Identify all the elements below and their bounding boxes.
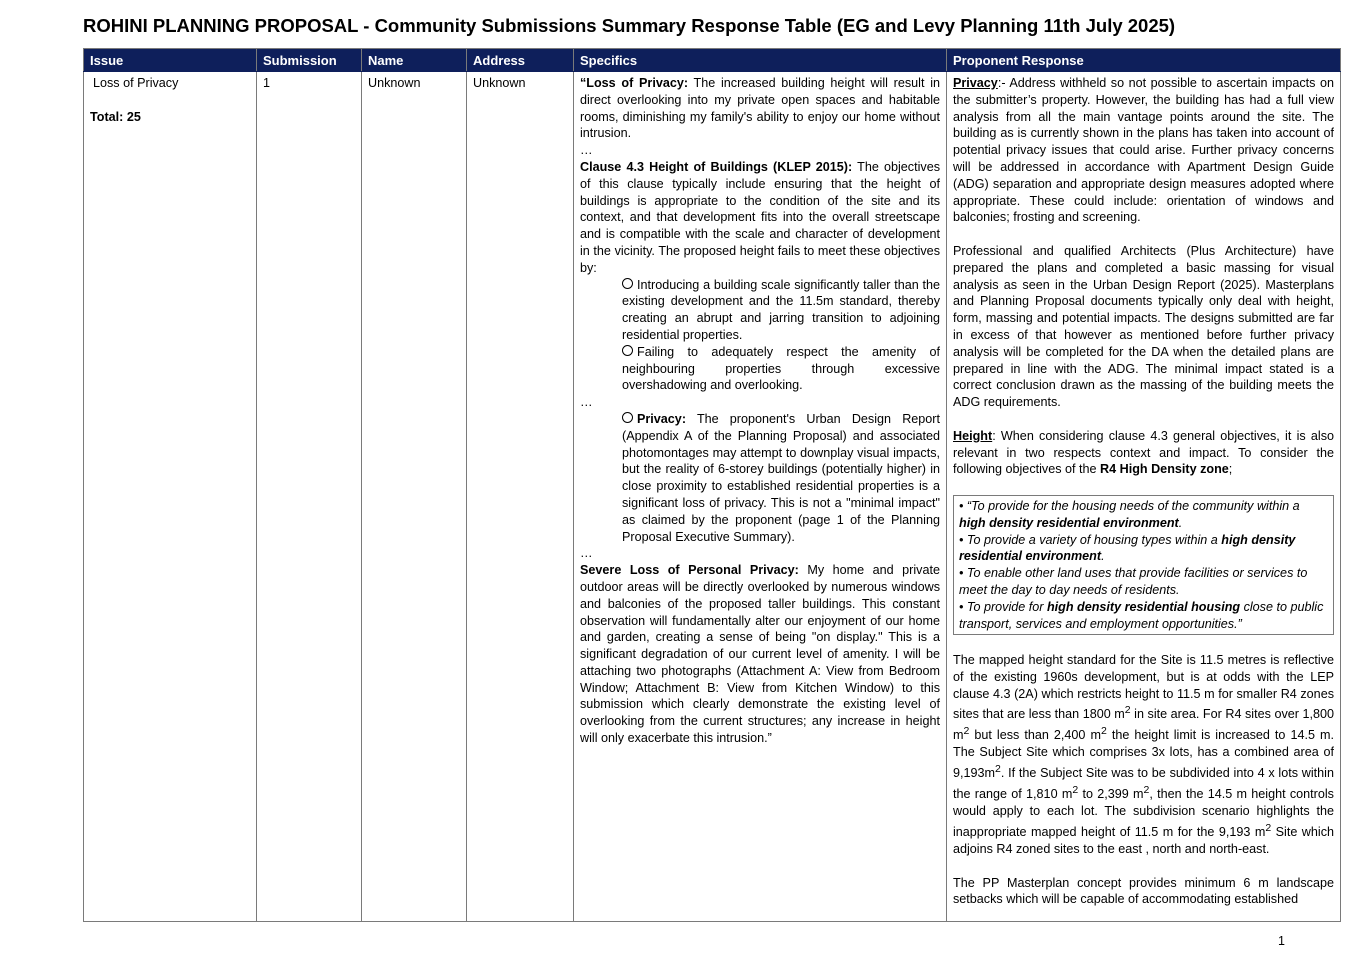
objective-4-end: close to public transport, services and employment opportunities.” bbox=[959, 599, 1324, 631]
circle-bullet-icon bbox=[622, 345, 633, 356]
bullet-text-3: The proponent's Urban Design Report (Appendix A of the Planning Proposal) and associated photomontages may attempt to downplay visual impacts, but the reality of 6-storey buildings (potentially higher) in close proximity to established residential properties is a significant loss of privacy. This is not a "minimal impact" as claimed by the proponent (page 1 of the Planning Proposal Executive Summary). bbox=[622, 411, 940, 544]
superscript: 2 bbox=[963, 725, 970, 738]
specifics-heading-3: Severe Loss of Personal Privacy: bbox=[580, 563, 799, 578]
header-issue: Issue bbox=[84, 49, 257, 72]
superscript: 2 bbox=[1072, 784, 1079, 797]
r4-h: Site which adjoins R4 zoned sites to the east , north and north-east. bbox=[953, 825, 1334, 856]
response-paragraph-1 bbox=[953, 75, 1334, 226]
specifics-text-3: My home and private outdoor areas will be directly overlooked by numerous windows and balconies of the proposed taller buildings. This constant observation will fundamentally alter our enjoyment of our home and garden, creating a sense of being "on display." This is a significant degradation of our current level of amenity. I will be attaching two photographs (Attachment A: View from Bedroom Window; Attachment B: View from Kitchen Window) to this submission which clearly demonstrate the existing level of overlooking from the current structures; any increase in height will only exacerbate this intrusion.” bbox=[580, 563, 940, 746]
ellipsis: … bbox=[580, 395, 593, 410]
header-submission: Submission bbox=[257, 49, 362, 72]
specifics-bullet-3 bbox=[580, 411, 940, 545]
table-row bbox=[84, 72, 1341, 922]
specifics-bullet-1 bbox=[580, 277, 940, 344]
header-address: Address bbox=[467, 49, 574, 72]
response-paragraph-5: The PP Masterplan concept provides minimum 6 m landscape setbacks which will be capable of accommodating established bbox=[953, 875, 1334, 907]
header-name: Name bbox=[362, 49, 467, 72]
objective-2-end: . bbox=[1101, 549, 1105, 564]
objective-1-end: . bbox=[1178, 515, 1183, 530]
objective-4-bold: high density residential housing bbox=[1046, 599, 1241, 614]
superscript: 2 bbox=[1143, 784, 1150, 797]
response-paragraph-3 bbox=[953, 428, 1334, 478]
header-specifics: Specifics bbox=[574, 49, 947, 72]
issue-label: Loss of Privacy bbox=[93, 76, 179, 90]
r4-g: , then the 14.5 m height controls would apply to each lot. The subdivision scenario highlights the inappropriate mapped height of 11.5 m for the 9,193 m bbox=[953, 787, 1334, 840]
specifics-heading-2: Clause 4.3 Height of Buildings (KLEP 2015): bbox=[580, 159, 853, 174]
superscript: 2 bbox=[1124, 704, 1131, 717]
objective-1 bbox=[959, 498, 1328, 532]
r4-e: . If the Subject Site was to be subdivided into 4 x lots within the range of 1,810 m bbox=[953, 766, 1334, 802]
response-text-1: :- Address withheld so not possible to ascertain impacts on the submitter’s property. However, the building has had a full view analysis from all the main vantage points around the site. The building as is currently shown in the plans has taken into account of potential privacy issues that could arise. Further privacy concerns will be addressed in accordance with Apartment Design Guide (ADG) separation and appropriate design measures adopted where appropriate. These could include: orientation of windows and balconies; frosting and screening. bbox=[953, 76, 1334, 225]
ellipsis: … bbox=[580, 546, 593, 561]
response-heading-privacy: Privacy bbox=[953, 76, 998, 90]
specifics-heading-1: “Loss of Privacy: bbox=[580, 76, 689, 90]
specifics-paragraph-3 bbox=[580, 562, 940, 747]
issue-total: Total: 25 bbox=[90, 109, 141, 124]
r4-d: the height limit is increased to 14.5 m. The Subject Site which comprises 3x lots, has a combined area of 9,193m bbox=[953, 728, 1334, 781]
bullet-text-1: Introducing a building scale significantly taller than the existing development and the 11.5m standard, thereby creating an abrupt and jarring transition to adjoining residential properties. bbox=[622, 277, 940, 342]
circle-bullet-icon bbox=[622, 412, 633, 423]
page-number: 1 bbox=[1278, 934, 1285, 948]
response-text-3-end: ; bbox=[1228, 462, 1233, 477]
r4-b: in site area. For R4 sites over 1,800 m bbox=[953, 707, 1334, 743]
specifics-text-2: The objectives of this clause typically include ensuring that the height of buildings is appropriate to the condition of the site and its context, and that development fits into the overall streetscape and is compatible with the scale and character of development in the vicinity. The proposed height fails to meet these objectives by: bbox=[580, 159, 940, 275]
address-cell: Unknown bbox=[467, 72, 574, 922]
specifics-paragraph-1 bbox=[580, 75, 940, 142]
specifics-bullet-2 bbox=[580, 344, 940, 394]
response-paragraph-4 bbox=[953, 652, 1334, 858]
specifics-paragraph-2 bbox=[580, 159, 940, 277]
submissions-table bbox=[83, 48, 1341, 922]
objective-2 bbox=[959, 532, 1328, 566]
objective-4 bbox=[959, 599, 1328, 633]
response-cell bbox=[947, 72, 1341, 922]
specifics-text-1: The increased building height will result in direct overlooking into my private open spaces and habitable rooms, diminishing my family's ability to enjoy our home without intrusion. bbox=[580, 76, 940, 141]
superscript: 2 bbox=[1100, 725, 1107, 738]
objective-2-text: • To provide a variety of housing types within a bbox=[959, 532, 1222, 547]
r4-c: but less than 2,400 m bbox=[969, 728, 1101, 743]
response-paragraph-2: Professional and qualified Architects (Plus Architecture) have prepared the plans and completed a basic massing for visual analysis as seen in the Urban Design Report (2025). Masterplans and Planning Proposal documents typically only deal with height, form, massing and potential impacts. The designs submitted are far in excess of that however as mentioned before further privacy analysis will be completed for the DA when the detailed plans are prepared in line with the ADG. The minimal impact stated is a correct conclusion drawn as the massing of the building meets the ADG requirements. bbox=[953, 243, 1334, 410]
circle-bullet-icon bbox=[622, 278, 633, 289]
objective-3: • To enable other land uses that provide facilities or services to meet the day to day needs of residents. bbox=[959, 566, 1308, 597]
objective-1-bold: high density residential environment bbox=[959, 515, 1179, 530]
objectives-box bbox=[953, 495, 1334, 635]
r4-a: The mapped height standard for the Site is 11.5 metres is reflective of the existing 1960s development, but is at odds with the LEP clause 4.3 (2A) which restricts height to 11.5 m for smaller R4 zones sites that are less than 1800 m bbox=[953, 653, 1334, 722]
ellipsis: … bbox=[580, 143, 593, 158]
r4-f: to 2,399 m bbox=[1078, 787, 1144, 802]
superscript: 2 bbox=[1265, 822, 1272, 835]
submission-cell: 1 bbox=[257, 72, 362, 922]
specifics-cell bbox=[574, 72, 947, 922]
bullet-text-2: Failing to adequately respect the amenity of neighbouring properties through excessive overshadowing and overlooking. bbox=[622, 344, 940, 393]
response-text-3: : When considering clause 4.3 general objectives, it is also relevant in two respects context and impact. To consider the following objectives of the bbox=[953, 428, 1334, 477]
objective-2-bold: high density residential environment bbox=[959, 532, 1296, 564]
table-header-row bbox=[84, 49, 1341, 72]
page-title: ROHINI PLANNING PROPOSAL - Community Submissions Summary Response Table (EG and Levy Planning 11th July 2025) bbox=[83, 15, 1176, 36]
response-zone-name: R4 High Density zone bbox=[1100, 462, 1229, 477]
bullet-heading-3: Privacy: bbox=[637, 411, 687, 426]
issue-cell bbox=[84, 72, 257, 922]
objective-1-text: • “To provide for the housing needs of the community within a bbox=[959, 498, 1300, 513]
name-cell: Unknown bbox=[362, 72, 467, 922]
objective-4-text: • To provide for bbox=[959, 599, 1047, 614]
response-heading-height: Height bbox=[953, 428, 993, 443]
superscript: 2 bbox=[995, 763, 1001, 776]
header-response: Proponent Response bbox=[947, 49, 1341, 72]
